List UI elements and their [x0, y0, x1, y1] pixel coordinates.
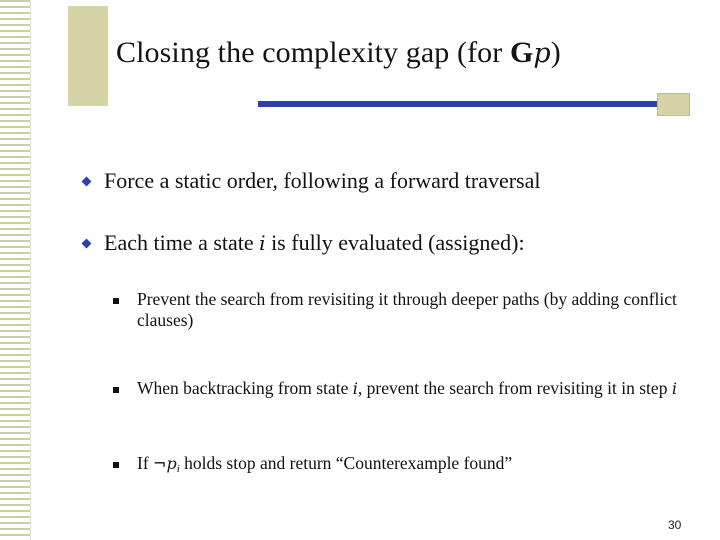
title-g: G	[509, 36, 534, 69]
subbullet-2-mid: , prevent the search from revisiting it in step	[357, 378, 672, 398]
bullet-2-pre: Each time a state	[104, 230, 260, 255]
diamond-bullet-icon	[82, 177, 92, 187]
bullet-2-text	[104, 230, 525, 256]
left-striped-margin	[0, 0, 30, 540]
bullet-2-var: i	[259, 231, 266, 255]
subbullet-2-text	[137, 378, 677, 399]
title-p: p	[533, 38, 551, 69]
diamond-bullet-icon	[82, 239, 92, 249]
page-number: 30	[668, 518, 682, 532]
title-prefix: Closing the complexity gap (for	[116, 36, 510, 69]
subbullet-2-pre: When backtracking from state	[137, 378, 353, 398]
slide-title	[116, 36, 561, 70]
subbullet-2-var: i	[352, 379, 358, 398]
subbullet-3-subscript: i	[176, 463, 180, 475]
subbullet-1-text: Prevent the search from revisiting it through deeper paths (by adding conflict clauses)	[137, 289, 677, 330]
title-underline-rule	[258, 101, 690, 107]
title-suffix: )	[550, 36, 561, 69]
margin-edge	[30, 0, 31, 540]
square-bullet-icon	[113, 387, 119, 393]
subbullet-3-post: holds stop and return “Counterexample found”	[179, 453, 513, 473]
subbullet-3-pre: If	[137, 453, 154, 473]
bullet-1-text: Force a static order, following a forward traversal	[104, 168, 541, 193]
square-bullet-icon	[113, 298, 119, 304]
subbullet-2-var2: i	[671, 379, 677, 398]
square-bullet-icon	[113, 462, 119, 468]
title-accent-block	[68, 6, 108, 106]
negation-symbol: ¬	[153, 454, 167, 473]
subbullet-3-var: p	[166, 454, 177, 473]
bullet-2-post: is fully evaluated (assigned):	[265, 230, 525, 255]
subbullet-3-text	[137, 453, 677, 480]
corner-accent-box	[657, 93, 690, 116]
